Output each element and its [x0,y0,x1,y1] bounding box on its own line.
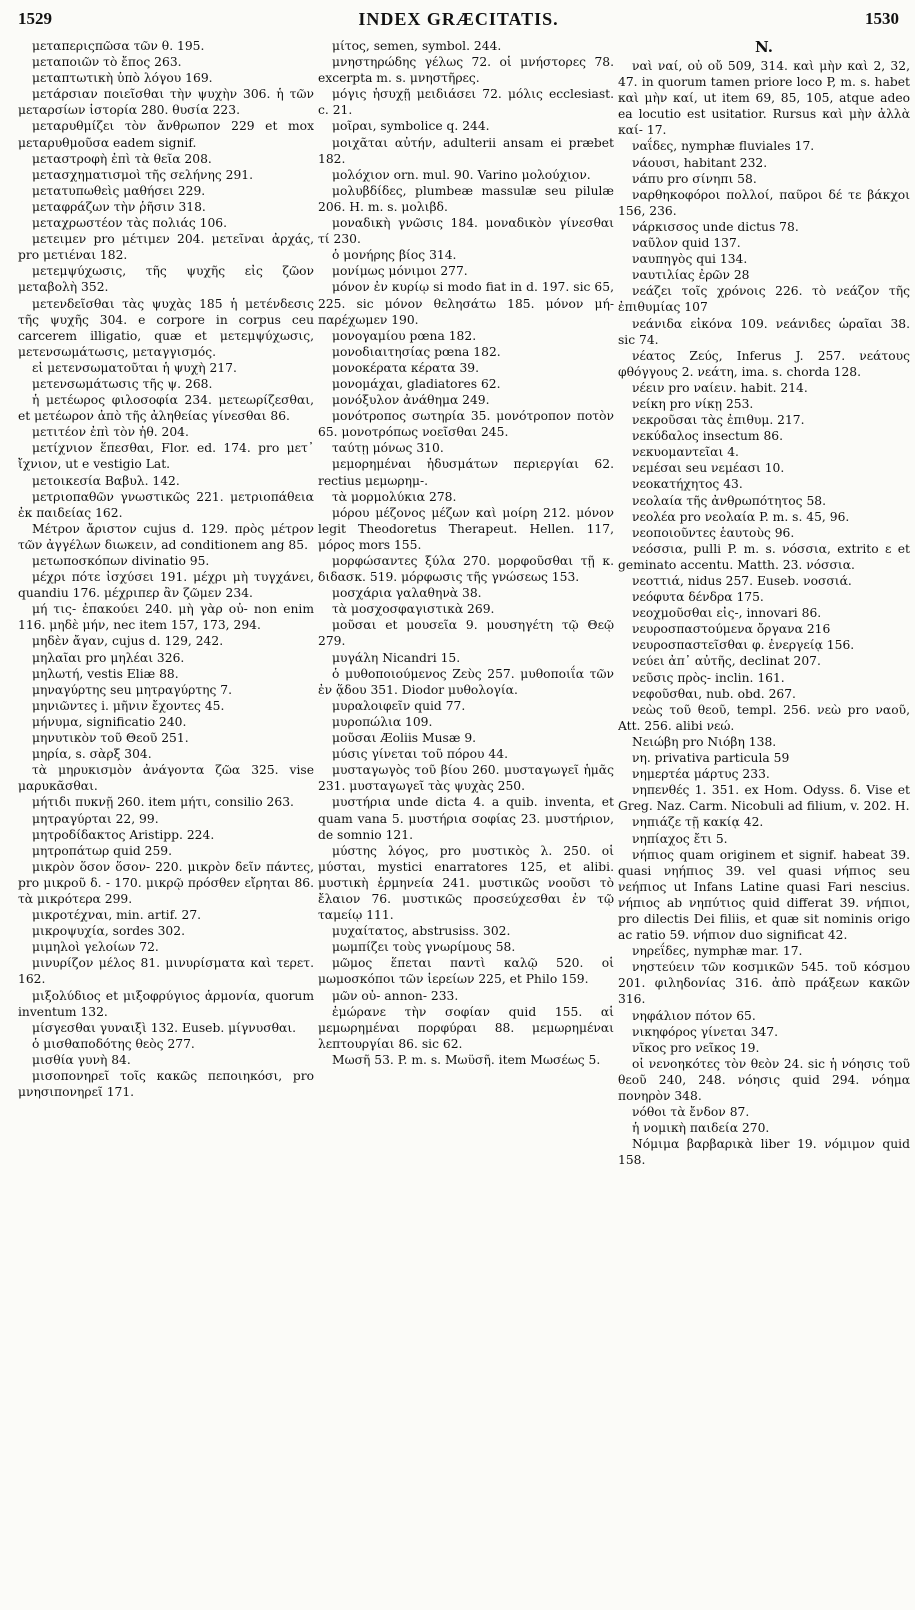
index-entry: μητροπάτωρ quid 259. [32,843,173,858]
index-entry: μέχρι πότε ἰσχύσει 191. μέχρι μὴ τυγχάνει, quandiu 176. μέχριπερ ἂν ζῶμεν 234. [18,570,314,601]
index-entry: ἐμώρανε τὴν σοφίαν quid 155. αἱ μεμωρημέναι πορφύραι 88. μεμωρημέναι λεπτουργίαι 86. sic 62. [318,1004,614,1051]
index-entry: μοιχᾶται αὐτήν, adulterii ansam ei præbet 182. [318,135,614,166]
index-entry: μεταπεριςπῶσα τῶν θ. 195. [32,39,205,53]
index-entry: νηπίαχος ἔτι 5. [632,831,728,846]
index-entry: μύσις γίνεται τοῦ πόρου 44. [332,747,508,762]
index-entry: μνηστηρώδης γέλως 72. οἱ μνήστορες 78. excerpta m. s. μνηστῆρες. [318,55,614,86]
index-entry: μετριοπαθῶν γνωστικῶς 221. μετριοπάθεια ἐκ παιδείας 162. [18,489,314,520]
index-entry: μονοδιαιτησίας pœna 182. [332,344,501,359]
left-page-number: 1529 [18,9,52,28]
index-entry: νηρεΐδες, nymphæ mar. 17. [632,944,803,959]
index-entry: μοσχάρια γαλαθηνὰ 38. [332,586,482,601]
index-entry: νεοττιά, nidus 257. Euseb. νοσσιά. [632,574,852,588]
index-entry: νεάνιδα εἰκόνα 109. νεάνιδες ὡραῖαι 38. sic 74. [618,316,910,347]
index-entry: νηπενθές 1. 351. ex Hom. Odyss. δ. Vise et Greg. Naz. Carm. Nicobuli ad filium, v. 202. H. [618,783,910,814]
index-entry: νέατος Ζεύς, Inferus J. 257. νεάτους φθόγγους 2. νεάτη, ima. s. chorda 128. [618,348,910,379]
index-entry: μονοκέρατα κέρατα 39. [332,360,480,375]
index-entry: μυραλοιφεῖν quid 77. [332,698,466,713]
index-entry: μεταποιῶν τὸ ἔπος 263. [32,55,182,70]
index-entry: ὁ μυθοποιούμενος Ζεὺς 257. μυθοποιΐα τῶν ἐν ᾅδου 351. Diodor μυθολογία. [318,666,614,697]
right-page-number: 1530 [865,9,899,28]
index-entry: μεμορημέναι ἡδυσμάτων περιεργίαι 62. rectius μεμωρημ-. [318,457,614,488]
index-entry: μοῦσαι Æoliis Musæ 9. [332,731,477,746]
index-entry: νεοποιοῦντες ἑαυτοὺς 96. [632,525,795,540]
index-entry: μηναγύρτης seu μητραγύρτης 7. [32,682,233,697]
index-entry: νεὼς τοῦ θεοῦ, templ. 256. νεὼ pro ναοῦ, Att. 256. alibi νεώ. [618,702,910,733]
index-entry: μίτος, semen, symbol. 244. [332,39,502,53]
index-entry: νεμέσαι seu νεμέασι 10. [632,461,785,476]
index-entry: μυσταγωγὸς τοῦ βίου 260. μυσταγωγεῖ ἡμᾶς 231. μυσταγωγεῖ τὰς ψυχὰς 250. [318,763,614,794]
index-entry: ναῦλον quid 137. [632,236,741,251]
index-entry: μόρου μέζονος μέζων καὶ μοίρη 212. μόνον legit Theodoretus Therapeut. Hellen. 117, μόρος mors 155. [318,505,614,552]
index-entry: Νειώβη pro Νιόβη 138. [632,734,777,749]
index-entry: μιξολύδιος et μιξοφρύγιος ἁρμονία, quorum inventum 132. [18,988,314,1019]
index-entry: νεύει ἀπ᾽ αὐτῆς, declinat 207. [632,654,821,669]
index-entry: μικροψυχία, sordes 302. [32,924,185,939]
index-entry: νάρκισσος unde dictus 78. [632,219,799,234]
index-column-2 [318,38,614,1600]
index-entry: μετενσωμάτωσις τῆς ψ. 268. [32,376,213,391]
index-entry: μεταχρωστέον τὰς πολιάς 106. [32,216,228,231]
index-entry: νεολέα pro νεολαία P. m. s. 45, 96. [632,509,850,524]
index-entry: μηλωτή, vestis Eliæ 88. [32,666,179,681]
index-entry: μονογαμίου pœna 182. [332,328,477,343]
index-entry: νευροσπαστεῖσθαι φ. ἐνεργείᾳ 156. [632,638,855,653]
index-entry: μόνον ἐν κυρίῳ si modo fiat in d. 197. sic 65, 225. sic μόνον θελησάτω 185. μόνον μή- παρέχωμεν 190. [318,280,614,327]
index-entry: μῶν οὐ- annon- 233. [332,988,459,1003]
index-entry: νάπυ pro σίνηπι 58. [632,171,757,186]
index-entry: νηφάλιον πότον 65. [632,1008,756,1023]
index-entry: ὁ μονήρης βίος 314. [332,248,457,263]
index-entry: μολόχιον orn. mul. 90. Varino μολούχιον. [332,167,591,182]
index-entry: Νόμιμα βαρβαρικὰ liber 19. νόμιμον quid 158. [618,1137,910,1168]
index-entry: μή τις- ἐπακούει 240. μὴ γὰρ οὐ- non enim 116. μηδὲ μήν, nec item 157, 173, 294. [18,602,314,633]
index-entry: μετωποσκόπων divinatio 95. [32,554,210,568]
index-entry: νεοκατήχητος 43. [632,477,743,492]
index-entry: μοναδικὴ γνῶσις 184. μοναδικὸν γίνεσθαι τί 230. [318,216,614,247]
index-entry: μῶμος ἕπεται παντὶ καλῷ 520. οἱ μωμοσκόποι τῶν ἱερείων 225, et Philo 159. [318,956,614,987]
index-entry: μετειμεν pro μέτιμεν 204. μετεῖναι ἀρχάς, pro μετιέναι 182. [18,232,314,263]
index-entry: νείκη pro νίκῃ 253. [632,396,754,411]
index-entry: Μωσῆ 53. P. m. s. Μωϋσῆ. item Μωσέως 5. [332,1052,601,1067]
index-column-1 [18,38,314,1600]
index-entry: μισθία γυνὴ 84. [32,1052,131,1067]
index-entry: νεκροῦσαι τὰς ἐπιθυμ. 217. [632,413,805,428]
index-entry: μονομάχαι, gladiatores 62. [332,376,501,391]
index-entry: νευροσπαστούμενα ὄργανα 216 [632,622,831,637]
index-entry: μονίμως μόνιμοι 277. [332,264,468,279]
index-entry: νόθοι τὰ ἔνδον 87. [632,1105,750,1120]
index-entry: νεφοῦσθαι, nub. obd. 267. [632,686,796,701]
index-entry: μητραγύρται 22, 99. [32,811,159,826]
index-entry: μηνιῶντες i. μῆνιν ἔχοντες 45. [32,698,225,713]
index-entry: μυχαίτατος, abstrusiss. 302. [332,924,511,939]
index-entry: μεταφράζων τὴν ῥῆσιν 318. [32,199,206,214]
index-entry: μήτιδι πυκνῇ 260. item μήτι, consilio 263. [32,795,294,810]
index-entry: μετάρσιαν ποιεῖσθαι τὴν ψυχὴν 306. ἡ τῶν μεταρσίων ἱστορία 280. θυσία 223. [18,87,314,118]
index-column-3 [618,38,910,1600]
index-entry: τὰ μορμολύκια 278. [332,489,457,504]
index-entry: μετατυπωθεὶς μαθήσει 229. [32,183,206,198]
index-entry: μηδὲν ἄγαν, cujus d. 129, 242. [32,634,224,649]
index-entry: τὰ μοσχοσφαγιστικὰ 269. [332,602,495,617]
index-entry: μοῦσαι et μουσεῖα 9. μουσηγέτη τῷ Θεῷ 279. [318,618,614,649]
index-entry: νεκύδαλος insectum 86. [632,429,784,444]
index-entry: μηρία, s. σὰρξ 304. [32,747,152,762]
index-entry: μετεμψύχωσις, τῆς ψυχῆς εἰς ζῶον μεταβολὴ 352. [18,264,314,295]
index-entry: μισοπονηρεῖ τοῖς κακῶς πεποιηκόσι, pro μνησιπονηρεῖ 171. [18,1069,314,1100]
index-entry: νάουσι, habitant 232. [632,155,768,170]
index-entry: μηνυτικὸν τοῦ Θεοῦ 251. [32,731,189,746]
index-entry: μίσγεσθαι γυναιξὶ 132. Euseb. μίγνυσθαι. [32,1020,297,1035]
index-entry: μικρὸν ὅσον ὅσον- 220. μικρὸν δεῖν πάντες, pro μικροῦ δ. - 170. μικρῷ πρόσθεν εἴρηται 86. τὰ μικρότερα 299. [18,859,314,906]
index-columns [18,38,910,1600]
index-entry: μεταρυθμίζει τὸν ἄνθρωπον 229 et mox μεταρυθμοῦσα eadem signif. [18,119,314,150]
index-entry: μετιτέον ἐπὶ τὸν ἠθ. 204. [32,425,189,440]
index-entry: νημερτέα μάρτυς 233. [632,767,770,782]
index-entry: νη. privativa particula 59 [632,751,790,766]
index-entry: μικροτέχναι, min. artif. 27. [32,908,202,923]
index-entry: μεταστροφὴ ἐπὶ τὰ θεῖα 208. [32,151,212,166]
index-entry: ναΐδες, nymphæ fluviales 17. [632,139,815,154]
index-entry: μόγις ἡσυχῇ μειδιάσει 72. μόλις ecclesiast. c. 21. [318,87,614,118]
index-entry: νεῦσις πρὸς- inclin. 161. [632,670,785,685]
index-entry: νεάζει τοῖς χρόνοις 226. τὸ νεάζον τῆς ἐπιθυμίας 107 [618,284,910,315]
index-entry: οἱ νενοηκότες τὸν θεὸν 24. sic ἡ νόησις τοῦ θεοῦ 240, 248. νόησις quid 294. νόημα πονηρὸν 348. [618,1056,910,1103]
index-entry: μονότροπος σωτηρία 35. μονότροπον ποτὸν 65. μονοτρόπως νοεῖσθαι 245. [318,409,614,440]
index-entry: μητροδίδακτος Aristipp. 224. [32,827,215,842]
index-entry: τὰ μηρυκισμὸν ἀνάγοντα ζῶα 325. vise μαρυκᾶσθαι. [18,763,314,794]
index-entry: νῖκος pro νεῖκος 19. [632,1040,760,1055]
index-entry: μονόξυλον ἀνάθημα 249. [332,393,490,408]
index-entry: νεοχμοῦσθαι εἰς-, innovari 86. [632,606,822,621]
index-entry: μυγάλη Nicandri 15. [332,650,461,665]
index-entry: ἡ μετέωρος φιλοσοφία 234. μετεωρίζεσθαι, et μετέωρον ἀπὸ τῆς ἀληθείας γίνεσθαι 86. [18,393,314,424]
index-entry: νέειν pro ναίειν. habit. 214. [632,380,808,395]
index-entry: μετενδεῖσθαι τὰς ψυχὰς 185 ἡ μετένδεσις τῆς ψυχῆς 304. e corpore in corpus ceu carcerem illigatio, quæ et μετεμψύχωσις, μετενσωμάτωσις, μεταγγισμός. [18,296,314,359]
index-entry: μετίχνιον ἕπεσθαι, Flor. ed. 174. pro μετ᾽ ἴχνιον, ut e vestigio Lat. [18,441,314,472]
index-entry: μήνυμα, significatio 240. [32,714,187,729]
index-entry: Μέτρον ἄριστον cujus d. 129. πρὸς μέτρον τῶν ἀγγέλων διωκειν, ad conditionem ang 85. [18,521,314,552]
index-entry: νήπιος quam originem et signif. habeat 39. quasi νηήπιος 39. vel quasi νήπιος seu νεήπιος ut Infans Latine quasi Fari nescius. νήπιος ab νηπύτιος quid differat 39. νήπιοι, pro dilectis Dei filiis, et quæ sit nominis origo ac ratio 59. νήπιον duo significat 42. [618,847,910,943]
index-entry: νηπιάζε τῇ κακίᾳ 42. [632,815,764,830]
section-letter: N. [755,38,773,56]
index-entry: ἡ νομικὴ παιδεία 270. [632,1121,770,1136]
index-entry: μηλαῖαι pro μηλέαι 326. [32,650,185,665]
index-entry: μυστήρια unde dicta 4. a quib. inventa, et quam vana 5. μυστήρια σοφίας 23. μυστήριον, de somnio 121. [318,795,614,842]
index-entry: μυροπώλια 109. [332,714,433,729]
running-title: INDEX GRÆCITATIS. [358,8,559,29]
index-entry: μορφώσαντες ξύλα 270. μορφοῦσθαι τῇ κ. διδασκ. 519. μόρφωσις τῆς γνώσεως 153. [318,554,614,585]
index-entry: μετασχηματισμοὶ τῆς σελήνης 291. [32,167,254,182]
index-entry: μετοικεσία Βαβυλ. 142. [32,473,180,488]
page-header [18,6,899,32]
index-entry: εἰ μετενσωματοῦται ἡ ψυχὴ 217. [32,360,237,375]
index-entry: ταύτῃ μόνως 310. [332,441,444,456]
index-entry: ναυπηγὸς qui 134. [632,252,748,267]
index-entry: μιμηλοὶ γελοίων 72. [32,940,159,955]
index-entry: ναρθηκοφόροι πολλοί, παῦροι δέ τε βάκχοι 156, 236. [618,187,910,218]
index-entry: μεταπτωτικὴ ὑπὸ λόγου 169. [32,71,213,86]
index-entry: μύστης λόγος, pro μυστικὸς λ. 250. οἱ μύσται, mystici enarratores 125, et alibi. μυστικὴ ἑρμηνεία 241. μυστικῶς νοοῦσι τὸ ἔλαιον 76. μυστικῶς προσεύχεσθαι ἐν τῷ ταμείῳ 111. [318,843,614,923]
index-entry: νεόφυτα δένδρα 175. [632,590,764,605]
index-entry: μολυβδίδες, plumbeæ massulæ seu pilulæ 206. H. m. s. μολιβδ. [318,183,614,214]
index-entry: μοῖραι, symbolice q. 244. [332,119,490,134]
index-entry: ναυτιλίας ἐρῶν 28 [632,268,750,283]
index-entry: νεολαία τῆς ἀνθρωπότητος 58. [632,493,827,508]
index-entry: νηστεύειν τῶν κοσμικῶν 545. τοῦ κόσμου 201. φιληδονίας 316. ἀπὸ πράξεων κακῶν 316. [618,960,910,1007]
index-entry: ναὶ ναί, οὐ οὔ 509, 314. καὶ μὴν καὶ 2, 32, 47. in quorum tamen priore loco P, m. s. habet καὶ μὴν καί, ut item 69, 85, 105, atque adeo ea locutio est usitatior. Rursus καὶ μὴν ἀλλὰ καί- 17. [618,59,910,138]
index-entry: ὁ μισθαποδότης θεὸς 277. [32,1036,195,1051]
index-entry: μωμπίζει τοὺς γνωρίμους 58. [332,940,516,955]
index-entry: νικηφόρος γίνεται 347. [632,1024,779,1039]
index-entry: νεόσσια, pulli P. m. s. νόσσια, extrito ε et geminato accentu. Matth. 23. νόσσια. [618,541,910,572]
index-entry: μινυρίζον μέλος 81. μινυρίσματα καὶ τερετ. 162. [18,956,314,987]
index-entry: νεκυομαντεῖαι 4. [632,445,739,460]
